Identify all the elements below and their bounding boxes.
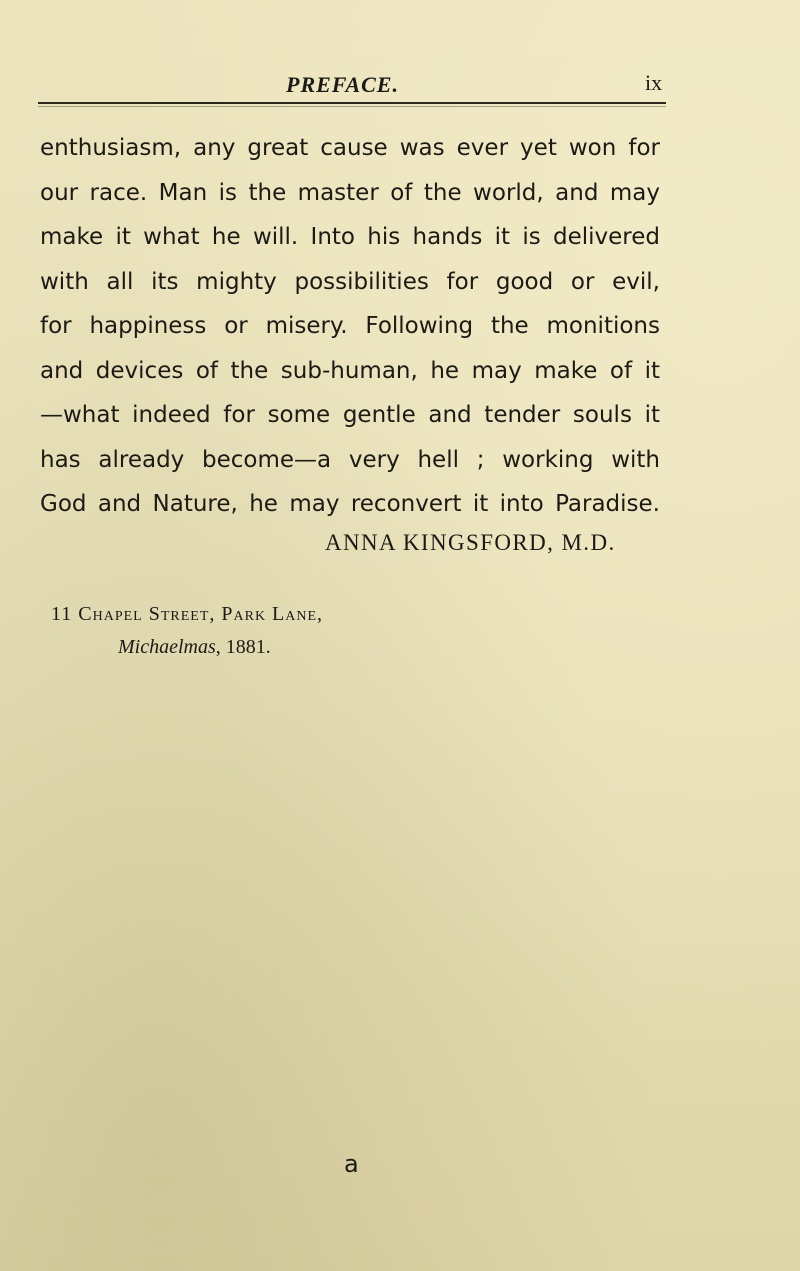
text-line: and devices of the sub-human, he may make of it [40, 357, 660, 384]
text-line: God and Nature, he may reconvert it into Paradise. [40, 491, 660, 517]
text-line: enthusiasm, any great cause was ever yet won for [40, 135, 660, 161]
printer-signature-mark: a [344, 1150, 359, 1178]
running-title: PREFACE. [286, 72, 399, 97]
text-line: has already become—a very hell ; working with [40, 446, 660, 473]
date-line [118, 636, 271, 659]
text-line: our race. Man is the master of the world, and may [40, 179, 660, 206]
text-line: with all its mighty possibilities for good or evil, [40, 268, 660, 295]
page-number: ix [645, 70, 663, 95]
preface-paragraph [40, 126, 660, 527]
author-signature: ANNA KINGSFORD, M.D. [325, 530, 616, 555]
date-year: , 1881. [215, 636, 271, 658]
header-rule [38, 102, 666, 104]
text-line: for happiness or misery. Following the monitions [40, 313, 660, 339]
date-season: Michaelmas [118, 636, 216, 658]
address-line: 11 Chapel Street, Park Lane, [51, 603, 324, 625]
text-line: —what indeed for some gentle and tender souls it [40, 402, 660, 428]
text-line: make it what he will. Into his hands it is delivered [40, 224, 660, 250]
header-rule-shadow [38, 106, 666, 107]
